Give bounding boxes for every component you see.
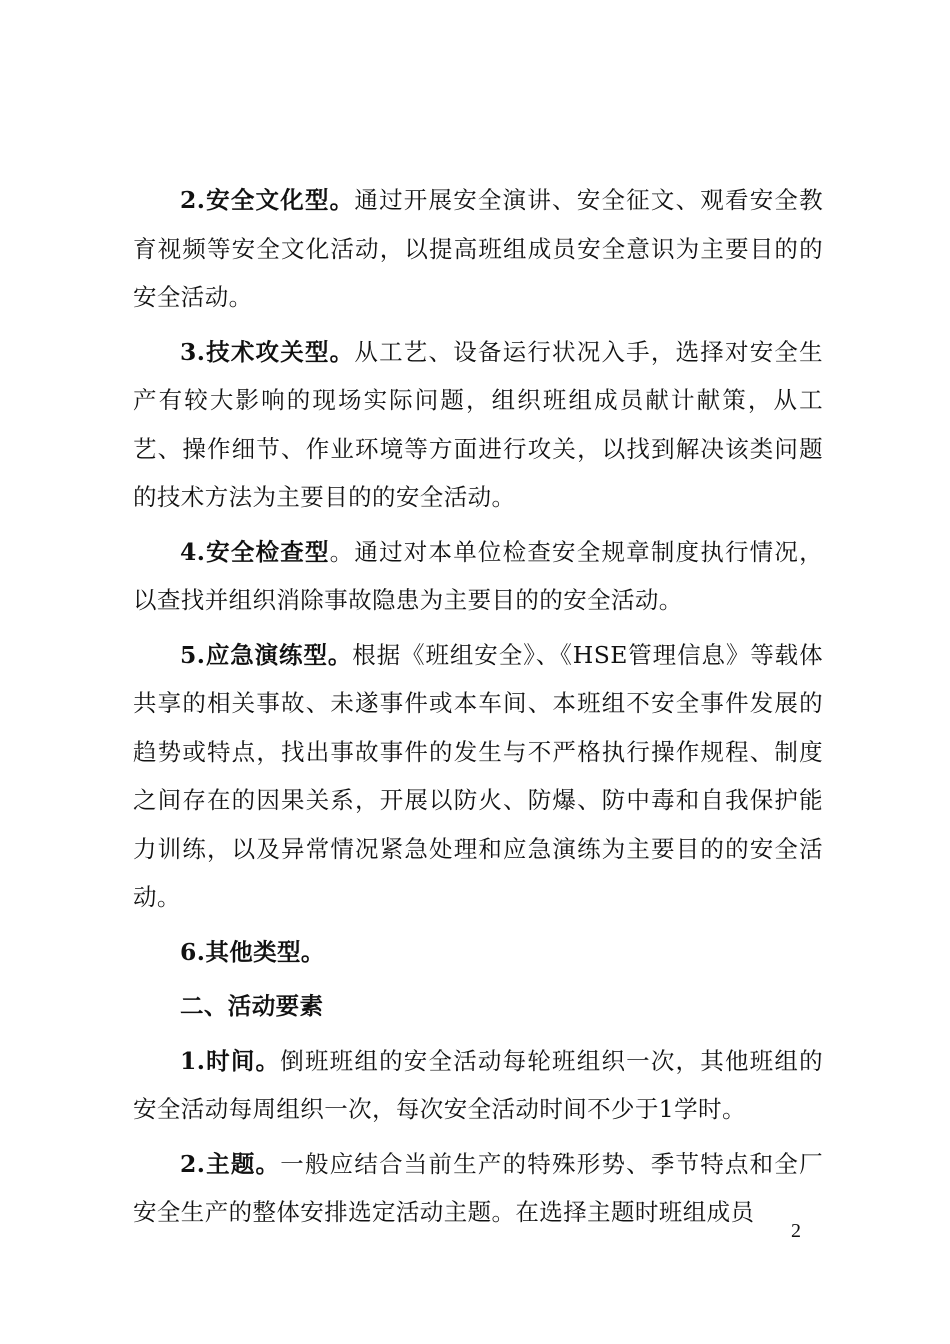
section-heading-activity-elements [133,982,823,1031]
paragraph-text: 通过开展安全演讲、安全征文、观看安全教育视频等安全文化活动，以提高班组成员安全意识为主要目的的安全活动。 [133,186,824,311]
paragraph-emergency-drill [133,631,823,922]
paragraph-safety-culture [133,176,823,322]
paragraph-other-types [133,928,823,977]
paragraph-safety-inspection [133,528,823,625]
paragraph-theme [133,1140,823,1237]
paragraph-heading: 4.安全检查型 [180,537,330,566]
paragraph-text: 从工艺、设备运行状况入手，选择对安全生产有较大影响的现场实际问题，组织班组成员献计献策，从工艺、操作细节、作业环境等方面进行攻关，以找到解决该类问题的技术方法为主要目的的安全活动。 [133,337,824,511]
paragraph-heading: 2.主题。 [180,1149,281,1178]
paragraph-heading: 5.应急演练型。 [180,640,353,669]
document-body [133,176,823,1243]
paragraph-heading: 1.时间。 [180,1046,281,1075]
paragraph-technical-tackling [133,328,823,522]
paragraph-heading: 3.技术攻关型。 [180,337,355,366]
paragraph-text: 倒班班组的安全活动每轮班组织一次，其他班组的安全活动每周组织一次，每次安全活动时间不少于1学时。 [133,1046,823,1123]
paragraph-text: 。通过对本单位检查安全规章制度执行情况，以查找并组织消除事故隐患为主要目的的安全活动。 [133,537,823,614]
paragraph-text: 一般应结合当前生产的特殊形势、季节特点和全厂安全生产的整体安排选定活动主题。在选择主题时班组成员 [133,1149,823,1226]
paragraph-heading: 6.其他类型。 [180,937,325,966]
paragraph-time [133,1037,823,1134]
paragraph-text: 根据《班组安全》、《HSE管理信息》等载体共享的相关事故、未遂事件或本车间、本班组不安全事件发展的趋势或特点，找出事故事件的发生与不严格执行操作规程、制度之间存在的因果关系，开展以防火、防爆、防中毒和自我保护能力训练，以及异常情况紧急处理和应急演练为主要目的的安全活动。 [133,640,823,911]
page-number: 2 [791,1220,801,1242]
section-heading: 二、活动要素 [180,992,324,1020]
paragraph-heading: 2.安全文化型。 [180,186,355,214]
